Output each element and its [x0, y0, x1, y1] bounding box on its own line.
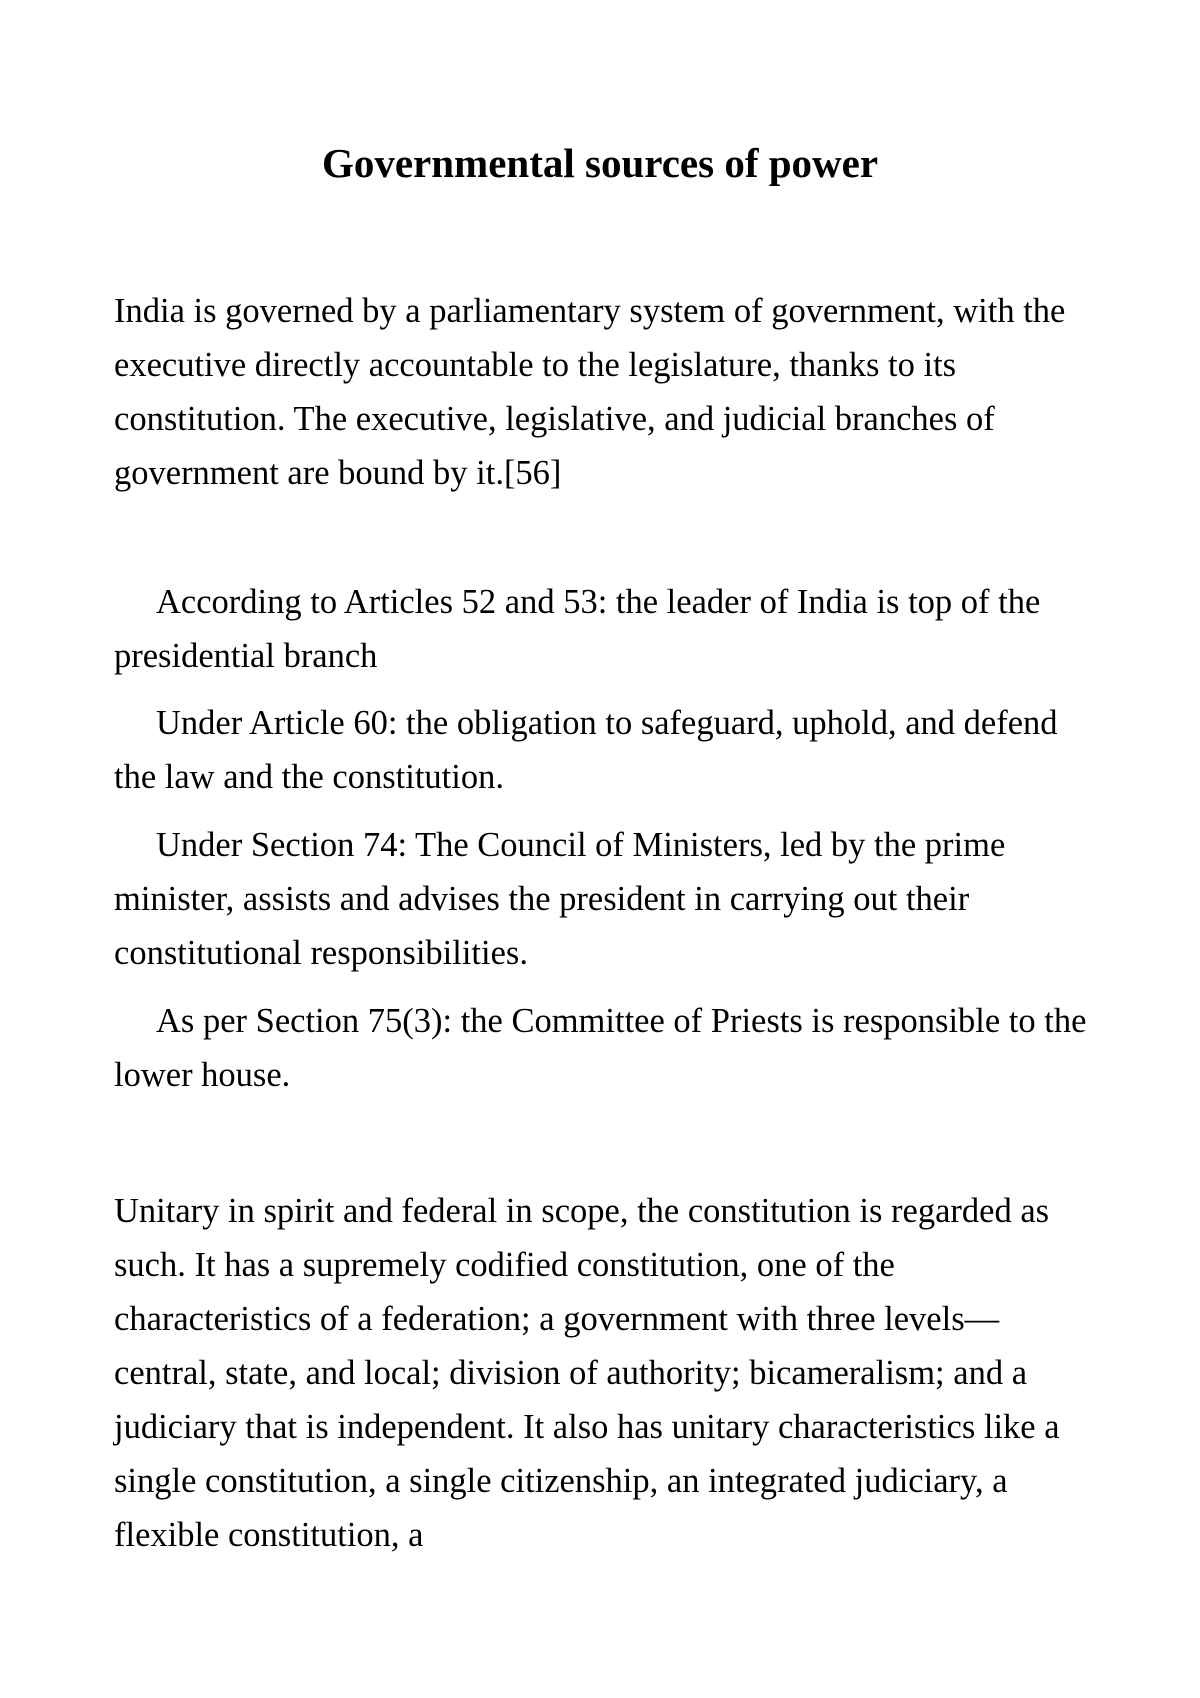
paragraph-unitary-federal: Unitary in spirit and federal in scope, the constitution is regarded as such. It has a supremely codified constitution, one of the characteristics of a federation; a government with three levels—central, state, and local; division of authority; bicameralism; and a judiciary that is independent. It also has unitary characteristics like a single constitution, a single citizenship, an integrated judiciary, a flexible constitution, a [114, 1192, 1060, 1554]
paragraph-intro: India is governed by a parliamentary system of government, with the executive directly accountable to the legislature, thanks to its constitution. The executive, legislative, and judicial branches of government are bound by it.[56] [114, 292, 1066, 492]
paragraph-articles-52-53: According to Articles 52 and 53: the leader of India is top of the presidential branch [114, 583, 1041, 675]
paragraph-section-75: As per Section 75(3): the Committee of Priests is responsible to the lower house. [114, 1002, 1087, 1094]
paragraph-section-74: Under Section 74: The Council of Ministers, led by the prime minister, assists and advises the president in carrying out their constitutional responsibilities. [114, 826, 1006, 972]
paragraph-article-60: Under Article 60: the obligation to safeguard, uphold, and defend the law and the constitution. [114, 704, 1058, 796]
page-title: Governmental sources of power [321, 140, 879, 186]
